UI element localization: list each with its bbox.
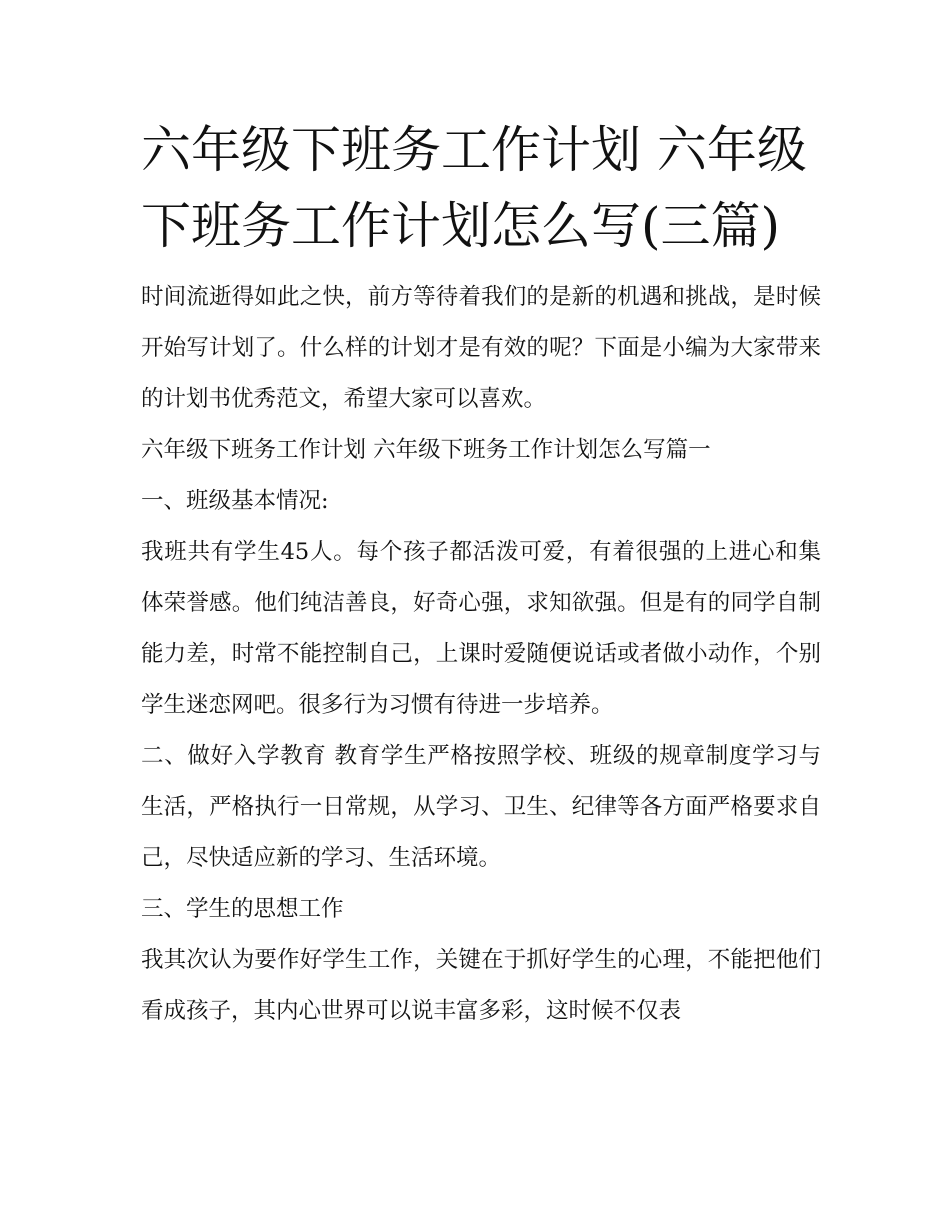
paragraph-intro: 时间流逝得如此之快，前方等待着我们的是新的机遇和挑战，是时候开始写计划了。什么样的计划才是有效的呢？下面是小编为大家带来的计划书优秀范文，希望大家可以喜欢。 (141, 284, 821, 412)
document-page (141, 112, 821, 1037)
paragraph-section-heading: 六年级下班务工作计划 六年级下班务工作计划怎么写篇一 (141, 437, 711, 463)
paragraph-heading-3: 三、学生的思想工作 (141, 896, 344, 922)
paragraph-heading-1: 一、班级基本情况: (141, 488, 329, 514)
document-title: 六年级下班务工作计划 六年级下班务工作计划怎么写(三篇) (141, 121, 807, 255)
paragraph-heading-2: 二、做好入学教育 教育学生严格按照学校、班级的规章制度学习与生活，严格执行一日常规，从学习、卫生、纪律等各方面严格要求自己，尽快适应新的学习、生活环境。 (141, 743, 821, 871)
paragraph-class-situation: 我班共有学生45人。每个孩子都活泼可爱，有着很强的上进心和集体荣誉感。他们纯洁善良，好奇心强，求知欲强。但是有的同学自制能力差，时常不能控制自己，上课时爱随便说话或者做小动作，个别学生迷恋网吧。很多行为习惯有待进一步培养。 (141, 539, 821, 718)
paragraph-student-work: 我其次认为要作好学生工作，关键在于抓好学生的心理，不能把他们看成孩子，其内心世界可以说丰富多彩，这时候不仅表 (141, 947, 821, 1024)
